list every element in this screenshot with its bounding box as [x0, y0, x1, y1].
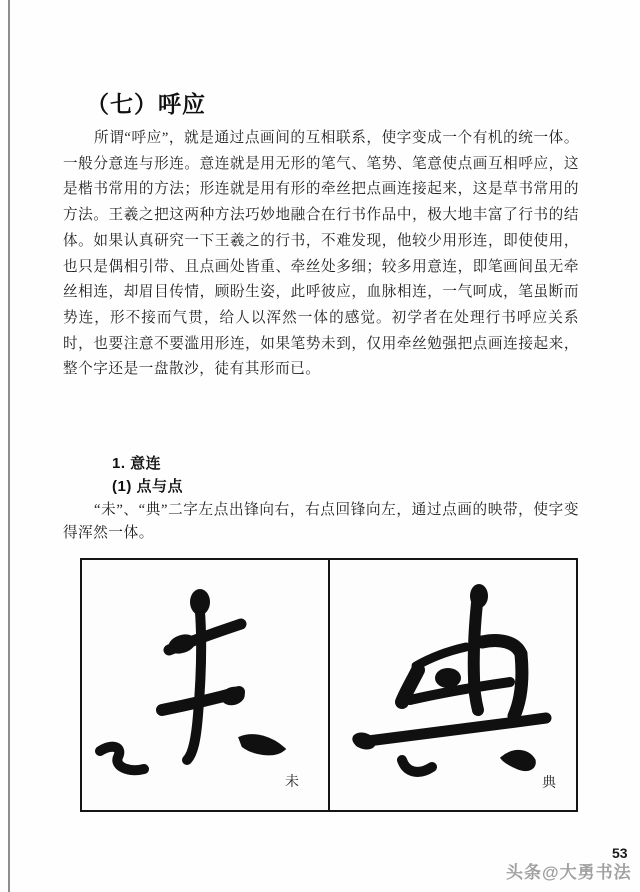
subsection-number-heading: 1. 意连 — [112, 455, 162, 472]
section-heading: （七）呼应 — [86, 91, 206, 117]
watermark: 头条@大勇书法 — [506, 863, 632, 882]
page-number: 53 — [612, 845, 628, 861]
subsection-title: (1) 点与点 — [112, 478, 184, 495]
panel-label-dian: 典 — [542, 776, 556, 791]
intro-paragraph: 所谓“呼应”，就是通过点画间的互相联系，使字变成一个有机的统一体。一般分意连与形连。意连就是用无形的笔气、笔势、笔意使点画互相呼应，这是楷书常用的方法；形连就是用有形的牵丝把点画连接起来，这是草书常用的方法。王羲之把这两种方法巧妙地融合在行书作品中，极大地丰富了行书的结体。如果认真研究一下王羲之的行书，不难发现，他较少用形连，即使使用，也只是偶相引带、且点画处皆重、牵丝处多细；较多用意连，即笔画间虽无牵丝相连，却眉目传情，顾盼生姿，此呼彼应，血脉相连，一气呵成，笔虽断而势连，形不接而气贯，给人以浑然一体的感觉。初学者在处理行书呼应关系时，也要注意不要滥用形连，如果笔势未到，仅用牵丝勉强把点画连接起来，整个字还是一盘散沙，徒有其形而已。 — [63, 130, 579, 378]
dian-character-calligraphy-image — [330, 560, 576, 810]
calligraphy-figure — [80, 558, 578, 812]
figure-panel-wei — [82, 560, 328, 810]
subsection-paragraph: “未”、“典”二字左点出锋向右，右点回锋向左，通过点画的映带，使字变得浑然一体。 — [63, 502, 579, 541]
panel-label-wei: 未 — [285, 775, 299, 790]
figure-panel-dian — [328, 560, 576, 810]
scan-edge-line — [8, 0, 10, 892]
